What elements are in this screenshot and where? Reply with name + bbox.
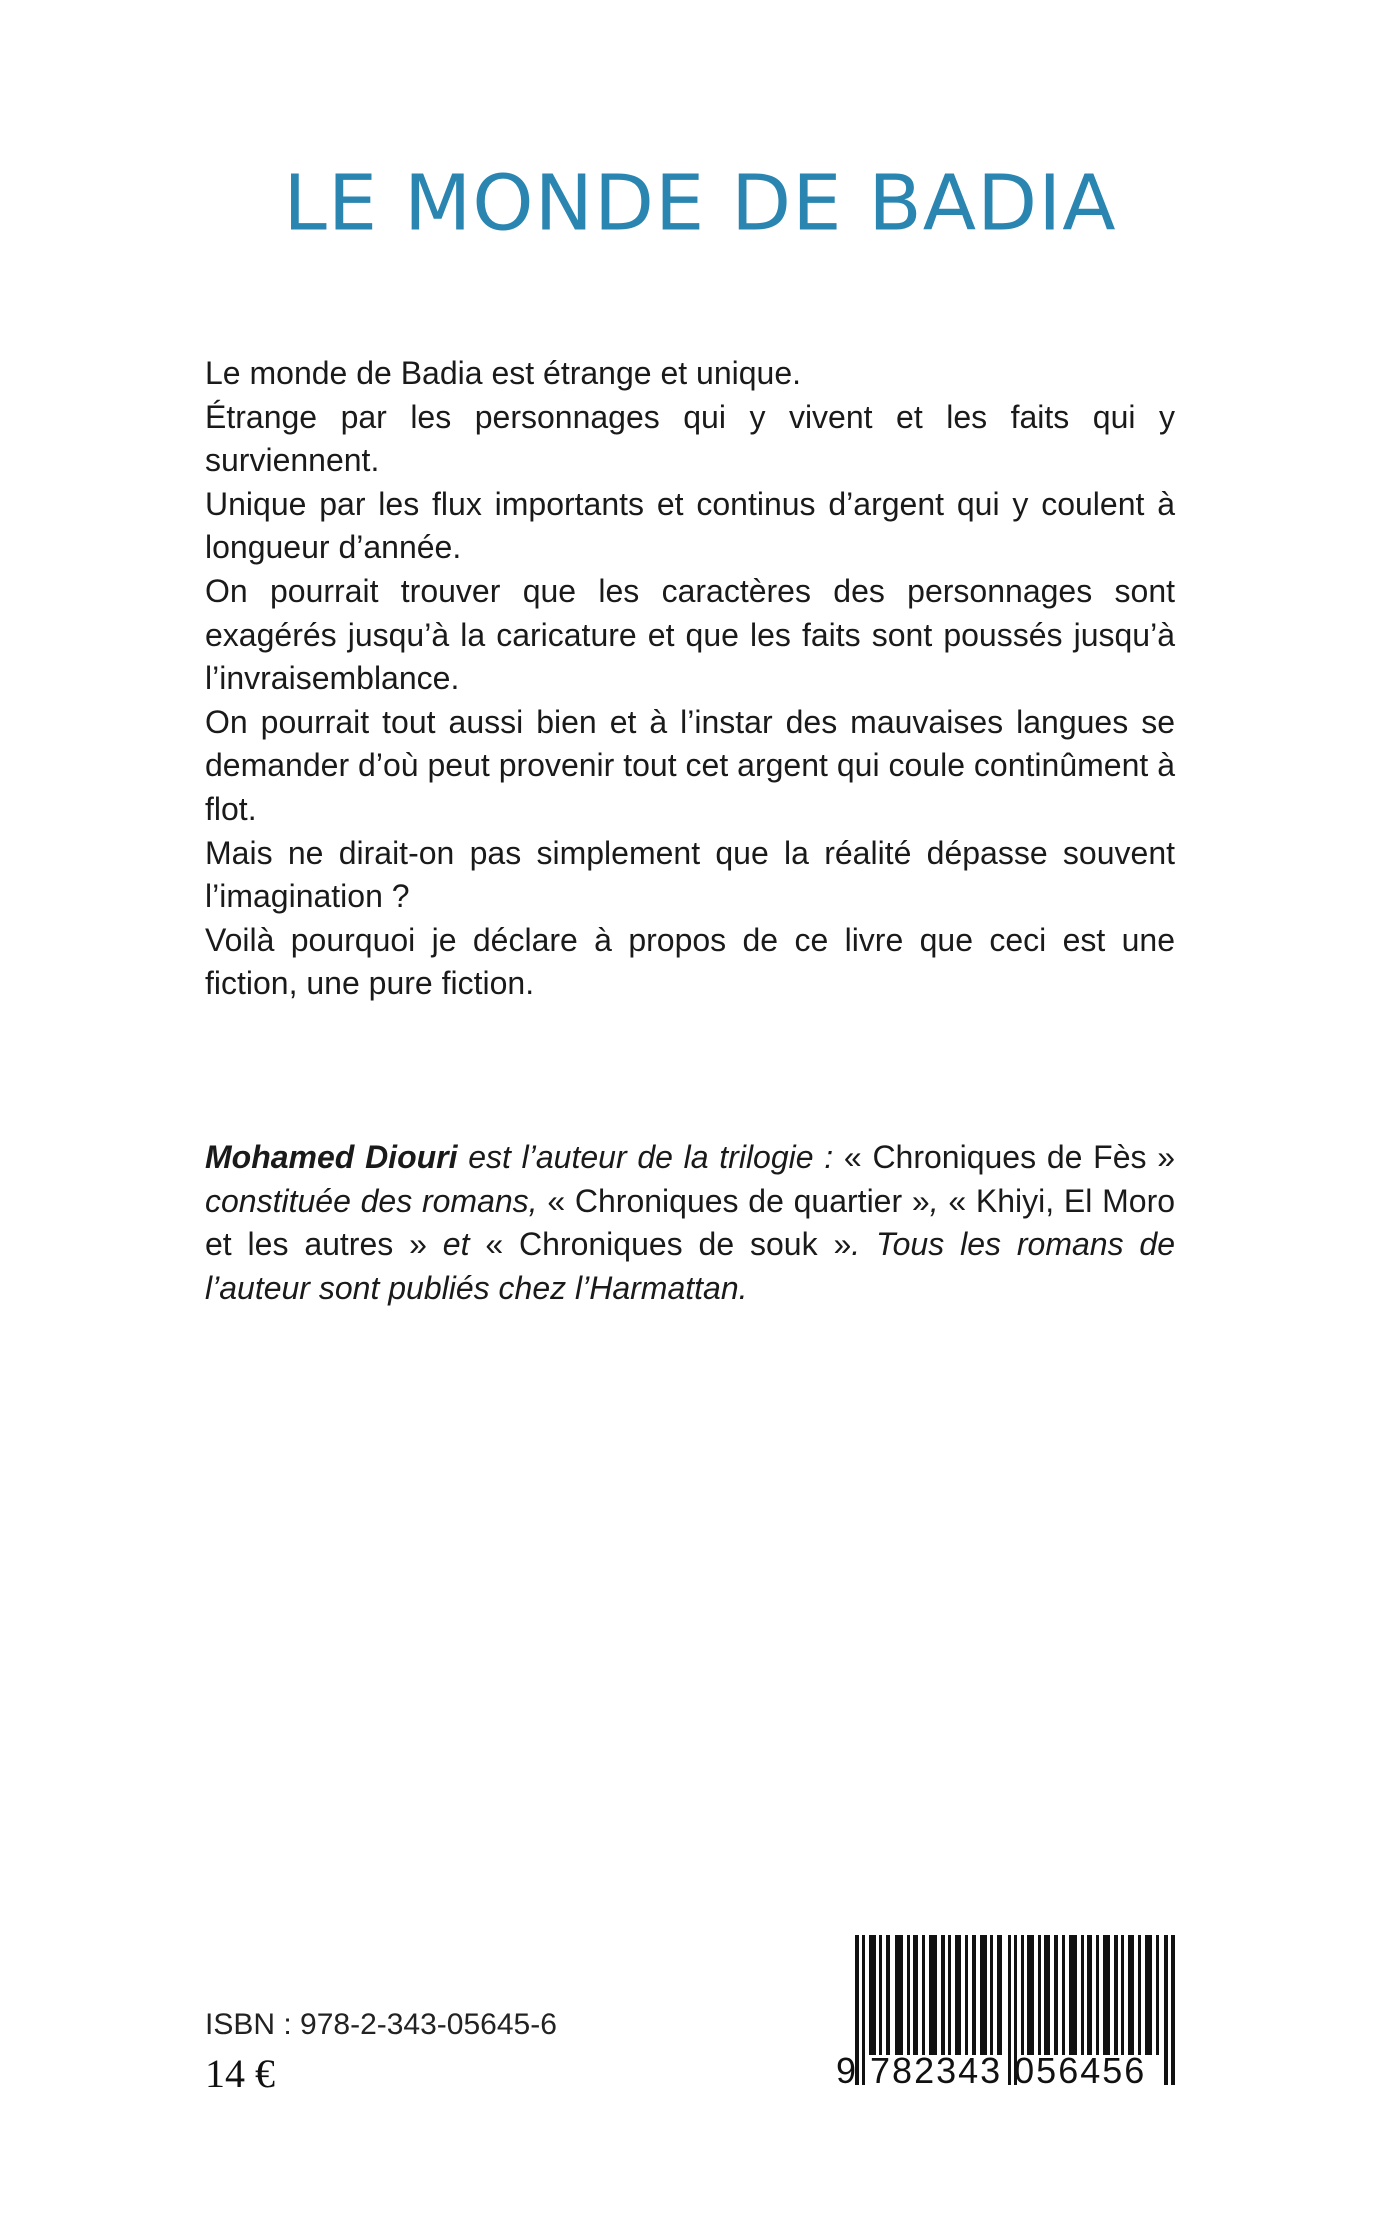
blurb-line: Étrange par les personnages qui y vivent et les faits qui y surviennent. [205, 398, 1175, 479]
author-name: Mohamed Diouri [205, 1139, 458, 1175]
barcode-digits: 9 782343 056456 [836, 2050, 1147, 2091]
bio-text: est l’auteur de la trilogie : [457, 1139, 844, 1175]
book-title: LE MONDE DE BADIA [283, 159, 1117, 249]
bio-book-title: « Chroniques de souk » [485, 1226, 852, 1263]
blurb-line: Unique par les flux importants et continus d’argent qui y coulent à longueur d’année. [205, 485, 1175, 566]
bio-book-title: « Chroniques de quartier » [547, 1182, 930, 1219]
bio-text: , [929, 1182, 949, 1219]
blurb-line: Voilà pourquoi je déclare à propos de ce livre que ceci est une fiction, une pure fiction. [205, 921, 1175, 1002]
blurb-line: On pourrait trouver que les caractères des personnages sont exagérés jusqu’à la caricature et que les faits sont poussés jusqu’à l’invraisemblance. [205, 572, 1175, 697]
bio-book-title: « Chroniques de Fès » [843, 1139, 1176, 1175]
bio-book-title: « Khiyi, El Moro et les autres » [205, 1182, 1176, 1263]
isbn-label: ISBN : 978-2-343-05645-6 [205, 2008, 557, 2041]
price-label: 14 € [205, 2051, 275, 2096]
bio-text: et [426, 1226, 486, 1263]
bio-text: constituée des romans, [205, 1182, 548, 1219]
blurb-line: Mais ne dirait-on pas simplement que la réalité dépasse souvent l’imagination ? [205, 834, 1175, 915]
author-bio [205, 1136, 1175, 1310]
blurb-line: Le monde de Badia est étrange et unique. [205, 355, 801, 391]
back-cover-blurb [205, 352, 1175, 1006]
bio-text: . Tous les romans de l’auteur sont publiés chez l’Harmattan. [205, 1226, 1176, 1306]
blurb-line: On pourrait tout aussi bien et à l’instar des mauvaises langues se demander d’où peut provenir tout cet argent qui coule continûment à flot. [205, 703, 1175, 827]
